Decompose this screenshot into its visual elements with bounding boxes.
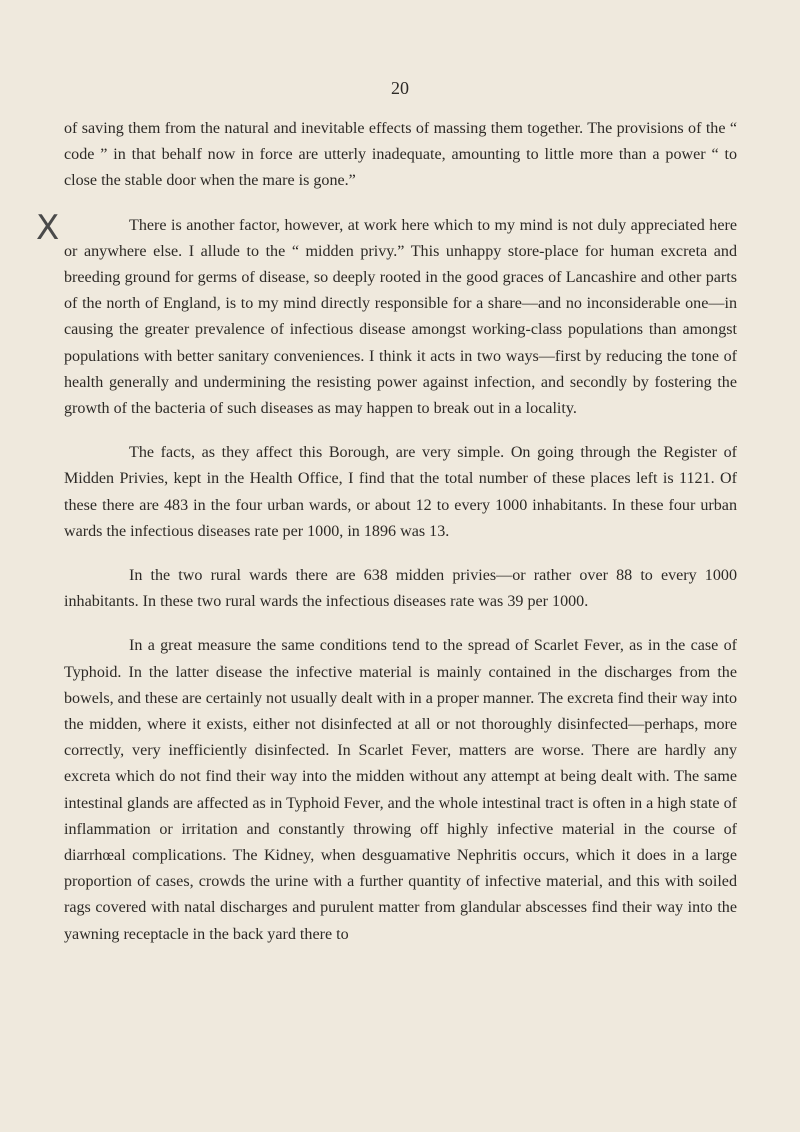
paragraph: In a great measure the same conditions tend to the spread of Scarlet Fever, as in the case of Typhoid. In the latter disease the infective material is mainly contained in the discharges from the bowels, and these are certainly not usually dealt with in a proper manner. The excreta find their way into the midden, where it exists, either not disinfected at all or not thoroughly disinfected—perhaps, more correctly, very inefficiently disinfected. In Scarlet Fever, matters are worse. There are hardly any excreta which do not find their way into the midden without any attempt at being dealt with. The same intestinal glands are affected as in Typhoid Fever, and the whole intestinal tract is often in a high state of inflammation or irritation and constantly throwing off highly infective material in the course of diarrhœal complications. The Kidney, when desguamative Nephritis occurs, which it does in a large proportion of cases, crowds the urine with a further quantity of infective material, and this with soiled rags covered with natal discharges and purulent matter from glandular abscesses find their way into the yawning receptacle in the back yard there to — [64, 637, 737, 943]
body-text — [64, 116, 737, 948]
page-number: 20 — [391, 78, 409, 98]
paragraph: of saving them from the natural and inevitable effects of massing them together. The provisions of the “ code ” in that behalf now in force are utterly inadequate, amounting to little more than a power “ to close the stable door when the mare is gone.” — [64, 120, 737, 190]
margin-mark: X — [36, 208, 60, 248]
paragraph: In the two rural wards there are 638 midden privies—or rather over 88 to every 1000 inhabitants. In these two rural wards the infectious diseases rate was 39 per 1000. — [64, 567, 737, 611]
paragraph: The facts, as they affect this Borough, are very simple. On going through the Register of Midden Privies, kept in the Health Office, I find that the total number of these places left is 1121. Of these there are 483 in the four urban wards, or about 12 to every 1000 inhabitants. In these four urban wards the infectious diseases rate per 1000, in 1896 was 13. — [64, 444, 737, 540]
paragraph: There is another factor, however, at work here which to my mind is not duly appreciated here or anywhere else. I allude to the “ midden privy.” This unhappy store-place for human excreta and breeding ground for germs of disease, so deeply rooted in the good graces of Lancashire and other parts of the north of England, is to my mind directly responsible for a share—and no inconsiderable one—in causing the greater prevalence of infectious disease amongst working-class populations than amongst populations with better sanitary conveniences. I think it acts in two ways—first by reducing the tone of health generally and undermining the resisting power against infection, and secondly by fostering the growth of the bacteria of such diseases as may happen to break out in a locality. — [64, 216, 737, 418]
